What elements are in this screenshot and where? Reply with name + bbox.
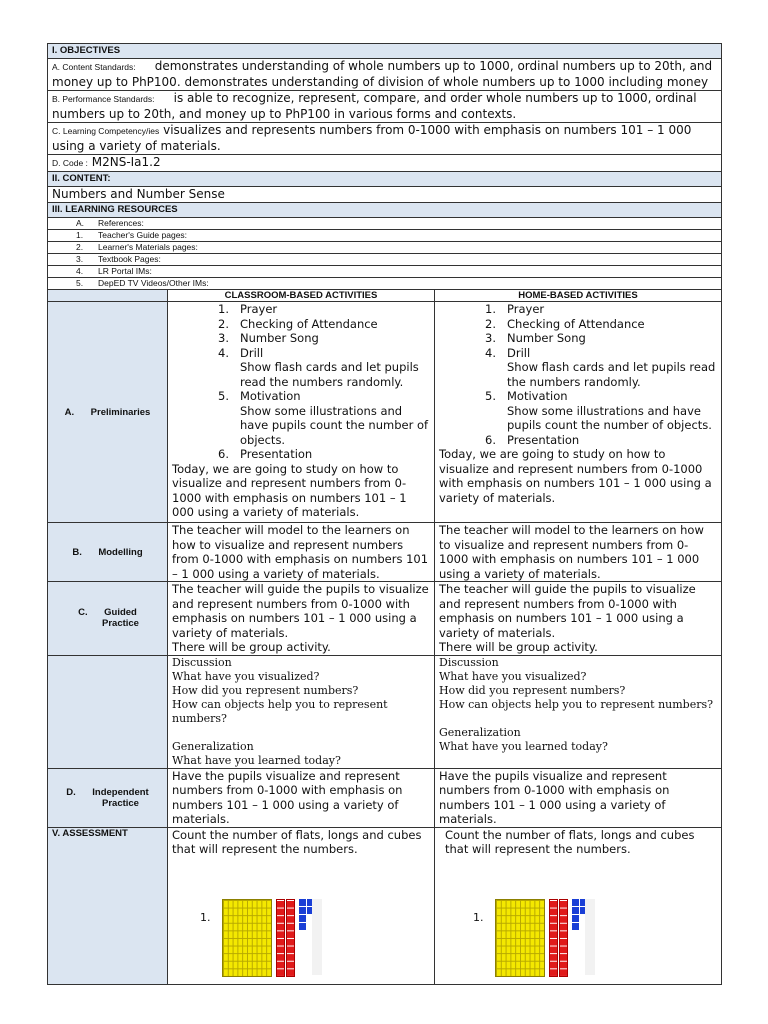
code-value: M2NS-Ia1.2 [91,155,161,169]
list-item: 3. Number Song [485,331,586,345]
content-value: Numbers and Number Sense [48,187,722,203]
resource-item: 4. LR Portal IMs: [48,266,722,278]
unit-cube [572,899,579,906]
list-item: 1. Prayer [218,302,278,316]
classroom-presentation-text: Today, we are going to study on how to visualize and represent numbers from 0-1000 with emphasis on numbers 101 – 1 000 using a variety of materials. [172,461,407,519]
list-item: 4. Drill Show flash cards and let pupils read the numbers randomly. [218,345,419,389]
home-guided-cell [435,582,722,656]
resource-item: 2. Learner's Materials pages: [48,242,722,254]
classroom-independent-text: Have the pupils visualize and represent numbers from 0-1000 with emphasis on numbers 101 – 1 000 using a variety of materials. [168,768,435,827]
discussion-question: How can objects help you to represent numbers? [439,697,714,711]
home-guided-text: The teacher will guide the pupils to visualize and represent numbers from 0-1000 with emphasis on numbers 101 – 1 000 using a variety of materials. [439,582,696,640]
learning-resources-header: III. LEARNING RESOURCES [48,203,722,218]
resource-item: 3. Textbook Pages: [48,254,722,266]
code-label: D. Code : [52,158,88,168]
assessment-item-number: 1. [200,910,211,924]
unit-cube [572,923,579,930]
classroom-modelling-text: The teacher will model to the learners on how to visualize and represent numbers from 0-1000 with emphasis on numbers 101 – 1 000 using a variety of materials. [168,523,435,582]
generalization-question: What have you learned today? [439,739,608,753]
long-block [549,899,558,977]
flat-block [495,899,545,977]
activities-corner-cell [48,290,168,302]
base-ten-blocks [200,899,430,977]
content-standards-text: demonstrates understanding of whole numbers up to 1000, ordinal numbers up to 20th, and money up to PhP100. demonstrates understanding of division of whole numbers up to 1000 including money [52,59,713,89]
unit-cube [299,907,306,914]
unit-cube [299,899,306,906]
home-preliminaries-cell [435,302,722,523]
classroom-assessment-cell [168,827,435,984]
long-block [286,899,295,977]
performance-standards-text: is able to recognize, represent, compare, and order whole numbers up to 1000, ordinal numbers up to 20th, and money up to PhP100 in various forms and contexts. [52,91,697,121]
classroom-activities-header: CLASSROOM-BASED ACTIVITIES [168,290,435,302]
long-block [559,899,568,977]
discussion-question: How did you represent numbers? [172,683,359,697]
discussion-question: What have you visualized? [439,669,587,683]
unit-cube [572,915,579,922]
list-item: 2. Checking of Attendance [485,316,645,331]
home-activities-header: HOME-BASED ACTIVITIES [435,290,722,302]
classroom-preliminaries-cell [168,302,435,523]
modelling-label: B. Modelling [48,523,168,582]
home-preliminaries-list [439,302,717,447]
discussion-title: Discussion [172,655,232,669]
home-presentation-text: Today, we are going to study on how to visualize and represent numbers from 0-1000 with emphasis on numbers 101 – 1 000 using a variety of materials. [439,447,712,505]
resource-item: A. References: [48,218,722,230]
list-item: 3. Number Song [218,331,319,345]
discussion-title: Discussion [439,655,499,669]
list-item: 6. Presentation [218,447,313,461]
discussion-question: What have you visualized? [172,669,320,683]
list-item: 5. Motivation Show some illustrations and have pupils count the number of objects. [485,389,712,432]
generalization-question: What have you learned today? [172,753,341,767]
home-discussion-cell [435,655,722,768]
long-block [276,899,285,977]
home-assessment-cell [435,827,722,984]
unit-cube [299,915,306,922]
list-item: 6. Presentation [485,432,580,447]
unit-cube [572,907,579,914]
home-independent-text: Have the pupils visualize and represent numbers from 0-1000 with emphasis on numbers 101 – 1 000 using a variety of materials. [435,768,722,827]
content-standards-label: A. Content Standards: [52,62,136,72]
objectives-header: I. OBJECTIVES [48,44,722,59]
discussion-question: How did you represent numbers? [439,683,626,697]
home-assessment-text: Count the number of flats, longs and cubes that will represent the numbers. [445,827,695,856]
long-blocks [549,899,569,977]
list-item: 4. Drill Show flash cards and let pupils read the numbers randomly. [485,345,716,389]
learning-competency-text: visualizes and represents numbers from 0-1000 with emphasis on numbers 101 – 1 000 using a variety of materials. [52,123,692,153]
list-item: 1. Prayer [485,302,545,316]
lesson-plan-table [47,43,722,985]
independent-practice-label: D. Independent Practice [48,768,168,827]
home-modelling-text: The teacher will model to the learners on how to visualize and represent numbers from 0-1000 with emphasis on numbers 101 – 1 000 using a variety of materials. [435,523,722,582]
list-item: 2. Checking of Attendance [218,316,378,331]
guided-practice-label: C. Guided Practice [48,582,168,656]
classroom-discussion-cell [168,655,435,768]
assessment-header: V. ASSESSMENT [48,827,168,984]
content-standards-row [48,59,722,91]
discussion-question: How can objects help you to represent numbers? [172,697,388,725]
classroom-guided-note: There will be group activity. [172,640,331,654]
resource-item: 5. DepED TV Videos/Other IMs: [48,278,722,290]
generalization-title: Generalization [172,739,254,753]
performance-standards-label: B. Performance Standards: [52,94,155,104]
long-blocks [276,899,296,977]
unit-cube [299,923,306,930]
generalization-title: Generalization [439,725,521,739]
content-header: II. CONTENT: [48,172,722,187]
flat-block [222,899,272,977]
assessment-item-number: 1. [473,910,484,924]
classroom-guided-text: The teacher will guide the pupils to visualize and represent numbers from 0-1000 with emphasis on numbers 101 – 1 000 using a variety of materials. [172,582,429,640]
learning-competency-row [48,123,722,155]
resource-item: 1. Teacher's Guide pages: [48,230,722,242]
discussion-label-cell [48,655,168,768]
learning-competency-label: C. Learning Competency/ies [52,126,160,136]
performance-standards-row [48,91,722,123]
home-guided-note: There will be group activity. [439,640,598,654]
classroom-preliminaries-list [172,302,430,462]
lesson-plan-document [47,43,721,985]
list-item: 5. Motivation Show some illustrations and have pupils count the number of objects. [218,389,429,447]
classroom-guided-cell [168,582,435,656]
preliminaries-label: A. Preliminaries [48,302,168,523]
base-ten-blocks [473,899,717,977]
classroom-assessment-text: Count the number of flats, longs and cubes that will represent the numbers. [172,827,422,856]
code-row [48,155,722,172]
